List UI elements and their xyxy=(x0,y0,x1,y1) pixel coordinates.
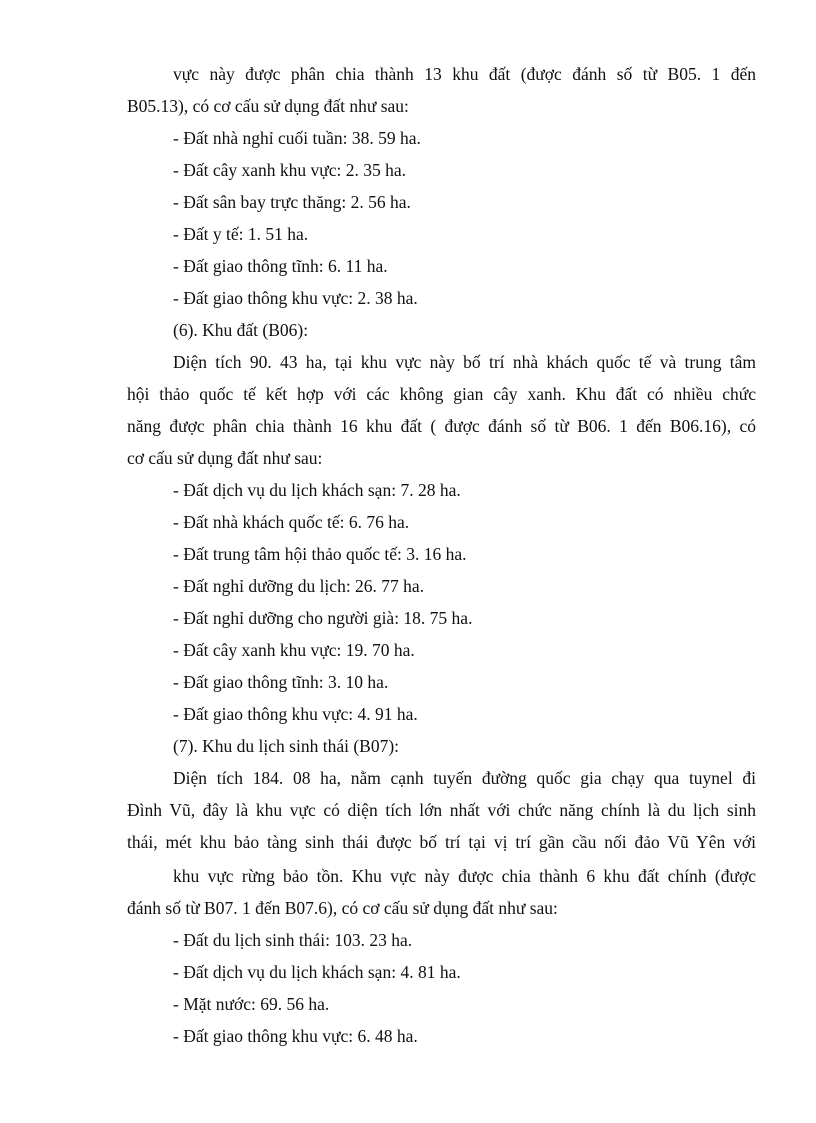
text-line: khu vực rừng bảo tồn. Khu vực này được chia thành 6 khu đất chính (được xyxy=(173,866,756,886)
text-line: B05.13), có cơ cấu sử dụng đất như sau: xyxy=(127,96,409,116)
section-heading: (7). Khu du lịch sinh thái (B07): xyxy=(173,736,400,756)
list-item: - Đất trung tâm hội thảo quốc tế: 3. 16 ha. xyxy=(173,544,467,564)
text-line: hội thảo quốc tế kết hợp với các không gian cây xanh. Khu đất có nhiều chức xyxy=(127,384,756,404)
section-heading: (6). Khu đất (B06): xyxy=(173,320,309,340)
list-item: - Đất dịch vụ du lịch khách sạn: 7. 28 ha. xyxy=(173,480,461,500)
list-item: - Đất nhà nghỉ cuối tuần: 38. 59 ha. xyxy=(173,128,421,148)
text-line: đánh số từ B07. 1 đến B07.6), có cơ cấu sử dụng đất như sau: xyxy=(127,898,558,918)
list-item: - Đất y tế: 1. 51 ha. xyxy=(173,224,309,244)
list-item: - Đất giao thông tĩnh: 6. 11 ha. xyxy=(173,256,388,276)
text-line: năng được phân chia thành 16 khu đất ( được đánh số từ B06. 1 đến B06.16), có xyxy=(127,416,756,436)
list-item: - Đất giao thông khu vực: 2. 38 ha. xyxy=(173,288,418,308)
list-item: - Đất nghỉ dưỡng cho người già: 18. 75 ha. xyxy=(173,608,473,628)
list-item: - Đất cây xanh khu vực: 19. 70 ha. xyxy=(173,640,415,660)
list-item: - Đất cây xanh khu vực: 2. 35 ha. xyxy=(173,160,407,180)
text-line: Đình Vũ, đây là khu vực có diện tích lớn nhất với chức năng chính là du lịch sinh xyxy=(127,800,756,820)
list-item: - Đất dịch vụ du lịch khách sạn: 4. 81 ha. xyxy=(173,962,461,982)
text-line: thái, mét khu bảo tàng sinh thái được bố trí tại vị trí gần cầu nối đảo Vũ Yên với xyxy=(127,832,756,852)
text-line: Diện tích 90. 43 ha, tại khu vực này bố trí nhà khách quốc tế và trung tâm xyxy=(173,352,756,372)
list-item: - Đất nghỉ dưỡng du lịch: 26. 77 ha. xyxy=(173,576,425,596)
list-item: - Đất giao thông khu vực: 6. 48 ha. xyxy=(173,1026,418,1046)
list-item: - Mặt nước: 69. 56 ha. xyxy=(173,994,330,1014)
list-item: - Đất nhà khách quốc tế: 6. 76 ha. xyxy=(173,512,410,532)
list-item: - Đất du lịch sinh thái: 103. 23 ha. xyxy=(173,930,413,950)
list-item: - Đất giao thông tĩnh: 3. 10 ha. xyxy=(173,672,389,692)
list-item: - Đất sân bay trực thăng: 2. 56 ha. xyxy=(173,192,411,212)
text-line: vực này được phân chia thành 13 khu đất (được đánh số từ B05. 1 đến xyxy=(173,64,756,84)
list-item: - Đất giao thông khu vực: 4. 91 ha. xyxy=(173,704,418,724)
text-line: Diện tích 184. 08 ha, nằm cạnh tuyến đường quốc gia chạy qua tuynel đi xyxy=(173,768,756,788)
text-line: cơ cấu sử dụng đất như sau: xyxy=(127,448,323,468)
